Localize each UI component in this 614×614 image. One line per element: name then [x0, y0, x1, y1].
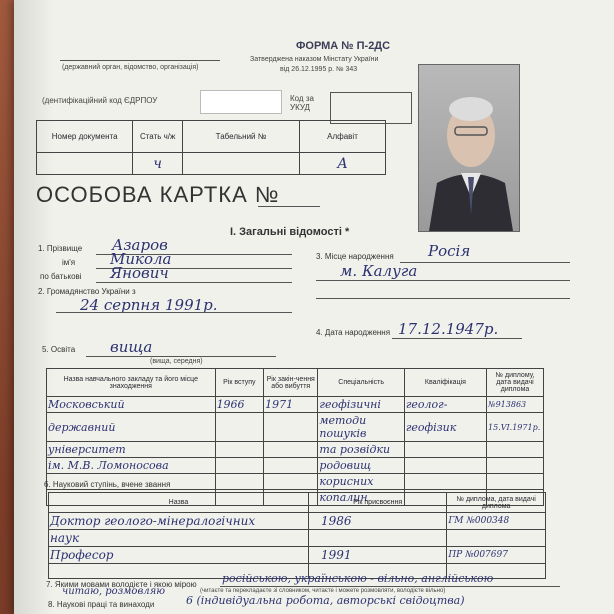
degree-cell: [447, 530, 546, 547]
birthplace-line-3: [316, 298, 570, 299]
portrait-photo: [418, 64, 520, 232]
citizenship-label: 2. Громадянство України з: [38, 287, 136, 296]
degree-cell: ПР №007697: [447, 547, 546, 564]
birthdate-value: 17.12.1947р.: [398, 320, 499, 338]
patronymic-label: по батькові: [40, 272, 82, 281]
edu-row: [47, 458, 544, 474]
org-line: [60, 60, 220, 61]
patronymic-value: Янович: [110, 264, 169, 282]
edu-cell: [404, 442, 486, 458]
section7-hint: (читаєте та перекладаєте зі словником, читаєте і можете розмовляти, володієте вільно): [200, 588, 446, 594]
degree-cell: 1986: [308, 513, 446, 530]
edu-cell: №913863: [487, 397, 544, 413]
edu-cell: та розвідки: [318, 442, 404, 458]
degree-cell: 1991: [308, 547, 446, 564]
edu-header-entry-year: Рік вступу: [215, 369, 264, 397]
top-header-gender: Стать ч/ж: [133, 121, 183, 153]
edu-cell: [264, 474, 318, 490]
surname-label: 1. Прізвище: [38, 244, 83, 253]
degree-row: [49, 530, 546, 547]
degree-header-diploma: № диплома, дата видачі диплома: [447, 493, 546, 513]
name-label: ім'я: [62, 258, 76, 267]
degree-row: [49, 513, 546, 530]
section7-line: [220, 586, 560, 587]
degree-cell: наук: [49, 530, 309, 547]
birthplace-line-2: [316, 280, 570, 281]
section7-label: 7. Якими мовами володієте і якою мірою: [46, 580, 197, 589]
degree-cell: Доктор геолого-мінералогічних: [49, 513, 309, 530]
edu-cell: [404, 474, 486, 490]
birthplace-label: 3. Місце народження: [316, 252, 394, 261]
card-number-line: [258, 206, 320, 207]
section8-value: 6 (індивідуальна робота, авторські свідоцтва): [186, 594, 465, 607]
edu-cell: університет: [47, 442, 216, 458]
degree-row: [49, 547, 546, 564]
edu-cell: геофізичні: [318, 397, 404, 413]
education-hint: (вища, середня): [150, 358, 203, 365]
birthplace-value-city: м. Калуга: [340, 262, 418, 280]
edu-cell: [487, 458, 544, 474]
edu-cell: ім. М.В. Ломоносова: [47, 458, 216, 474]
edu-cell: [215, 413, 264, 442]
section7-value-2: читаю, розмовляю: [62, 586, 166, 597]
top-header-alphabet: Алфавіт: [300, 121, 386, 153]
top-table: [36, 120, 386, 175]
birthdate-line: [392, 338, 522, 339]
section1-title: I. Загальні відомості *: [230, 226, 350, 238]
edu-cell: [487, 442, 544, 458]
edu-cell: [215, 458, 264, 474]
top-value-doc-number: [37, 153, 133, 175]
edu-header-qualification: Кваліфікація: [404, 369, 486, 397]
surname-value: Азаров: [112, 236, 168, 254]
section8-label: 8. Наукові праці та винаходи: [48, 600, 155, 609]
education-line: [86, 356, 276, 357]
card-title: ОСОБОВА КАРТКА №: [36, 182, 280, 207]
edu-header-institution: Назва навчального закладу та його місце знаходження: [47, 369, 216, 397]
edu-cell: [264, 413, 318, 442]
top-value-alphabet: А: [300, 153, 386, 175]
edu-cell: [264, 442, 318, 458]
education-value: вища: [110, 338, 153, 356]
section6-label: 6. Науковий ступінь, вчене звання: [44, 480, 171, 489]
degree-table: [48, 492, 546, 579]
section7-value: російською, українською - вільно, англійською: [222, 572, 494, 585]
patronymic-line: [96, 282, 292, 283]
degree-header-title: Назва: [49, 493, 309, 513]
edu-row: [47, 442, 544, 458]
citizenship-line: [56, 312, 292, 313]
edu-cell: 15.VI.1971р.: [487, 413, 544, 442]
edu-cell: [404, 458, 486, 474]
birthplace-line-1: [400, 262, 570, 263]
edu-cell: корисних: [318, 474, 404, 490]
edu-row: [47, 413, 544, 442]
name-value: Микола: [110, 250, 172, 268]
birthplace-value-country: Росія: [428, 242, 471, 260]
edu-cell: [215, 442, 264, 458]
top-header-tab-number: Табельний №: [183, 121, 300, 153]
edu-cell: копалин: [318, 490, 404, 506]
edu-cell: 1971: [264, 397, 318, 413]
edu-cell: геофізик: [404, 413, 486, 442]
edrpou-redaction: [200, 90, 282, 114]
approved-line-1: Затверджена наказом Мінстату України: [250, 56, 379, 63]
top-header-doc-number: Номер документа: [37, 121, 133, 153]
top-value-tab-number: [183, 153, 300, 175]
edu-cell: [215, 474, 264, 490]
edu-header-specialty: Спеціальність: [318, 369, 404, 397]
top-value-gender: ч: [133, 153, 183, 175]
edu-cell: геолог-: [404, 397, 486, 413]
degree-cell: [308, 530, 446, 547]
org-label: (державний орган, відомство, організація): [62, 64, 199, 71]
form-title: ФОРМА № П-2ДС: [296, 40, 391, 52]
edu-row: [47, 397, 544, 413]
edu-cell: державний: [47, 413, 216, 442]
edrpou-label: (дентифікаційний код ЄДРПОУ: [42, 96, 158, 105]
degree-cell: Професор: [49, 547, 309, 564]
edu-header-grad-year: Рік закін-чення або вибуття: [264, 369, 318, 397]
birthdate-label: 4. Дата народження: [316, 328, 391, 337]
edu-header-diploma: № диплому, дата видачі диплома: [487, 369, 544, 397]
edu-cell: методи пошуків: [318, 413, 404, 442]
edu-cell: родовищ: [318, 458, 404, 474]
education-label: 5. Освіта: [42, 345, 76, 354]
degree-header-year: Рік присвоєння: [308, 493, 446, 513]
edu-cell: [264, 458, 318, 474]
degree-cell: ГМ №000348: [447, 513, 546, 530]
citizenship-value: 24 серпня 1991р.: [80, 296, 218, 314]
ukud-label: Код за УКУД: [290, 94, 314, 112]
edu-cell: Московський: [47, 397, 216, 413]
approved-line-2: від 26.12.1995 р. № 343: [280, 66, 358, 73]
edu-cell: 1966: [215, 397, 264, 413]
edu-cell: [487, 474, 544, 490]
